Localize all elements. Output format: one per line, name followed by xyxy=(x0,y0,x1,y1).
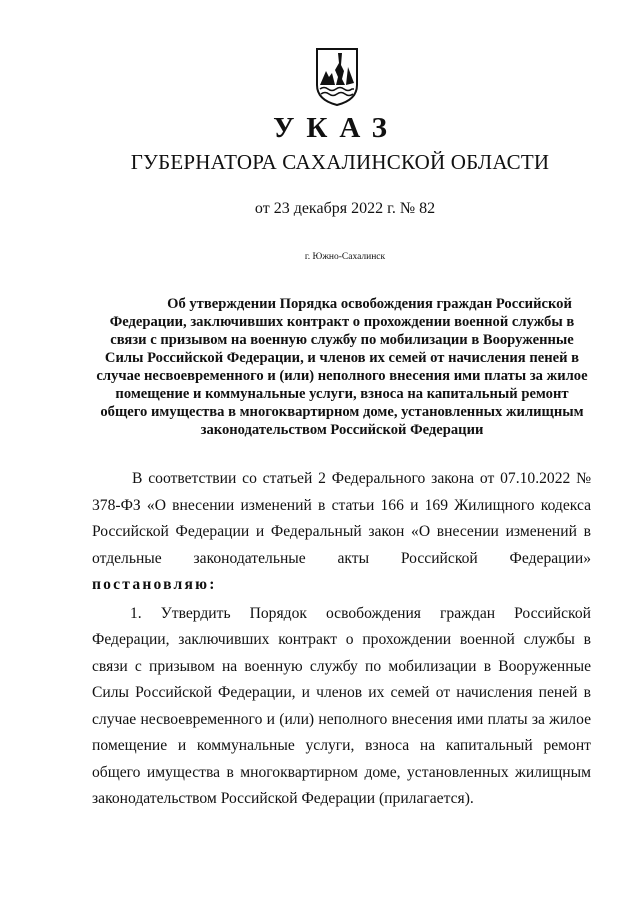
decree-preamble-paragraph xyxy=(92,466,591,599)
decree-preamble-text: В соответствии со статьей 2 Федерального закона от 07.10.2022 № 378-ФЗ «О внесении изменений в статьи 166 и 169 Жилищного кодекса Российской Федерации и Федеральный закон «О внесении изменений в отдельные законодательные акты Российской Федерации» xyxy=(92,470,591,567)
decree-heading xyxy=(92,295,592,439)
decree-city: г. Южно-Сахалинск xyxy=(304,252,386,262)
decree-date-number: от 23 декабря 2022 г. № 82 xyxy=(254,200,436,217)
decree-resolution-word: постановляю: xyxy=(92,576,217,593)
decree-issuer: ГУБЕРНАТОРА САХАЛИНСКОЙ ОБЛАСТИ xyxy=(130,150,550,174)
decree-title: УКАЗ xyxy=(273,112,399,144)
sakhalin-coat-of-arms-icon xyxy=(314,45,360,107)
decree-heading-text: Об утверждении Порядка освобождения граждан Российской Федерации, заключивших контракт о прохождении военной службы в связи с призывом на военную службу по мобилизации в Вооруженные Силы Российской Федерации, и членов их семей от начисления пеней в случае несвоевременного и (или) неполного внесения ими платы за жилое помещение и коммунальные услуги, взноса на капитальный ремонт общего имущества в многоквартирном доме, установленных жилищным законодательством Российской Федерации xyxy=(96,296,588,438)
decree-body xyxy=(92,466,591,815)
decree-clause-1: 1. Утвердить Порядок освобождения граждан Российской Федерации, заключивших контракт о прохождении военной службы в связи с призывом на военную службу по мобилизации в Вооруженные Силы Российской Федерации, и членов их семей от начисления пеней в случае несвоевременного и (или) неполного внесения ими платы за жилое помещение и коммунальные услуги, взноса на капитальный ремонт общего имущества в многоквартирном доме, установленных жилищным законодательством Российской Федерации (прилагается). xyxy=(92,604,591,807)
